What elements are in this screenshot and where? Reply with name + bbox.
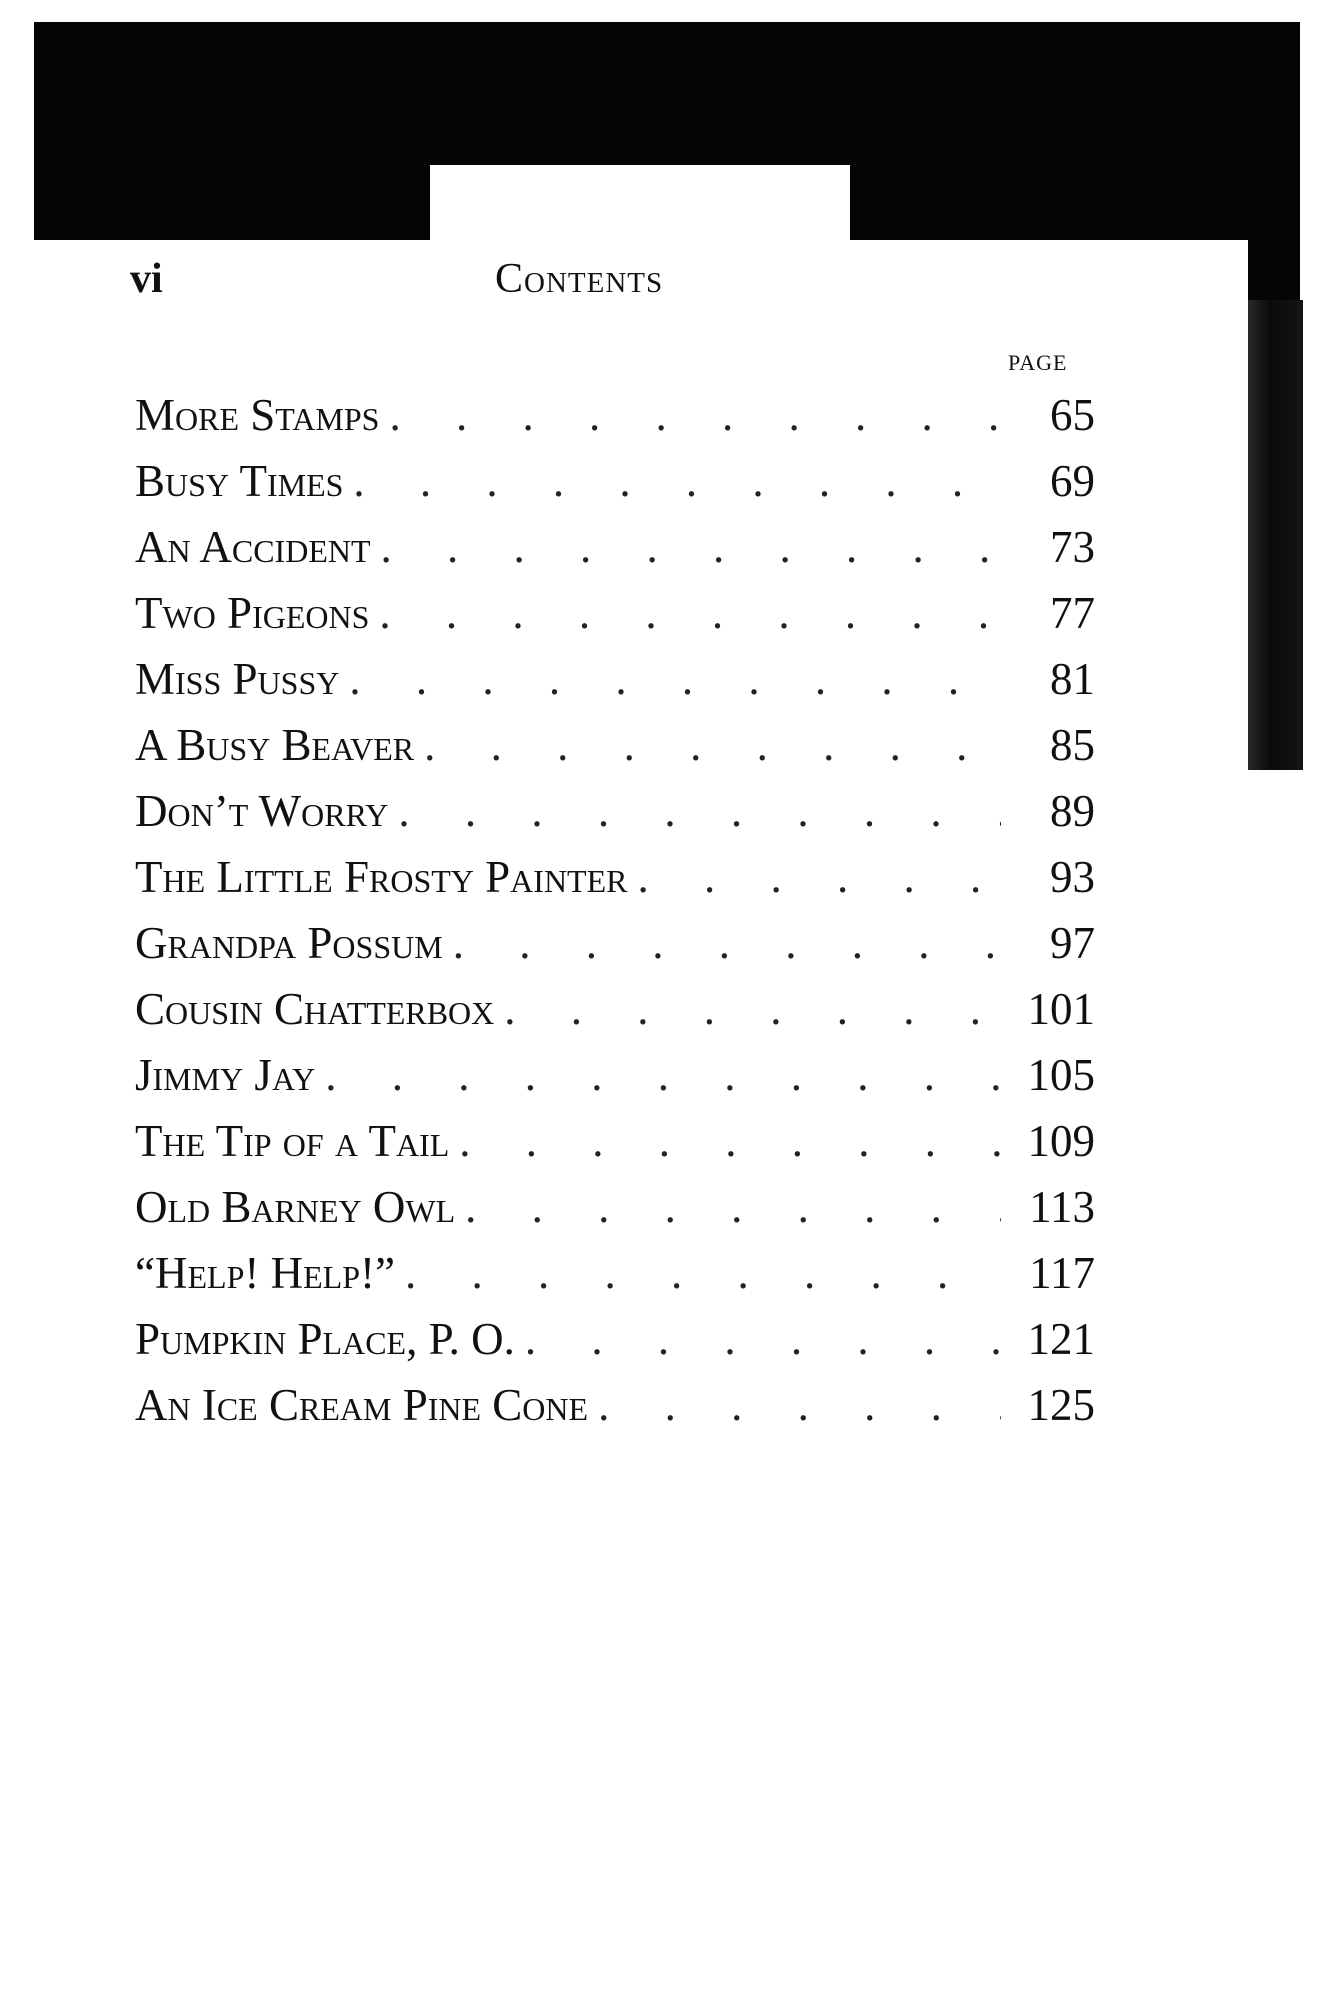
toc-entry-title: Miss Pussy bbox=[135, 654, 340, 704]
page-header bbox=[130, 255, 1110, 315]
dot-leader bbox=[459, 1108, 1001, 1174]
toc-entry-page: 121 bbox=[1027, 1314, 1095, 1364]
toc-entry bbox=[135, 1174, 1095, 1240]
toc-entry bbox=[135, 1372, 1095, 1438]
toc-entry-page: 105 bbox=[1027, 1050, 1095, 1100]
toc-entry-title: Old Barney Owl bbox=[135, 1182, 456, 1232]
toc-entry bbox=[135, 646, 1095, 712]
dot-leader bbox=[525, 1306, 1001, 1372]
toc-entry-page: 65 bbox=[1050, 390, 1095, 440]
toc-entry-page: 117 bbox=[1029, 1248, 1095, 1298]
toc-entry-page: 73 bbox=[1050, 522, 1095, 572]
toc-entry-title: The Tip of a Tail bbox=[135, 1116, 450, 1166]
toc-entry-page: 89 bbox=[1050, 786, 1095, 836]
dot-leader bbox=[638, 844, 1002, 910]
toc-entry-title: An Ice Cream Pine Cone bbox=[135, 1380, 589, 1430]
dot-leader bbox=[424, 712, 1001, 778]
dot-leader bbox=[353, 448, 1001, 514]
toc-entry bbox=[135, 1108, 1095, 1174]
toc-entry bbox=[135, 448, 1095, 514]
toc-entry bbox=[135, 580, 1095, 646]
toc-entry-title: Don’t Worry bbox=[135, 786, 389, 836]
dot-leader bbox=[389, 382, 1001, 448]
dot-leader bbox=[405, 1240, 1001, 1306]
toc-entry-page: 85 bbox=[1050, 720, 1095, 770]
scan-light-notch bbox=[430, 165, 850, 245]
toc-entry bbox=[135, 514, 1095, 580]
toc-entry-page: 109 bbox=[1027, 1116, 1095, 1166]
dot-leader bbox=[465, 1174, 1001, 1240]
page-number: vi bbox=[130, 256, 163, 302]
scan-shadow-right-edge bbox=[1248, 300, 1303, 770]
toc-entry-page: 81 bbox=[1050, 654, 1095, 704]
toc-entry-title: Two Pigeons bbox=[135, 588, 370, 638]
toc-entry bbox=[135, 778, 1095, 844]
dot-leader bbox=[504, 976, 1001, 1042]
toc-entry bbox=[135, 844, 1095, 910]
dot-leader bbox=[398, 778, 1001, 844]
toc-entry-title: Grandpa Possum bbox=[135, 918, 443, 968]
toc-entry-title: “Help! Help!” bbox=[135, 1248, 395, 1298]
dot-leader bbox=[379, 580, 1001, 646]
page-column-label: PAGE bbox=[1008, 350, 1068, 375]
table-of-contents bbox=[135, 382, 1095, 1438]
toc-entry-title: More Stamps bbox=[135, 390, 380, 440]
toc-entry-title: Busy Times bbox=[135, 456, 344, 506]
toc-entry-page: 113 bbox=[1029, 1182, 1095, 1232]
toc-entry-title: Pumpkin Place, P. O. bbox=[135, 1314, 515, 1364]
toc-entry-page: 69 bbox=[1050, 456, 1095, 506]
dot-leader bbox=[349, 646, 1001, 712]
toc-entry-title: A Busy Beaver bbox=[135, 720, 415, 770]
toc-entry-page: 93 bbox=[1050, 852, 1095, 902]
toc-entry-title: The Little Frosty Painter bbox=[135, 852, 628, 902]
toc-entry bbox=[135, 712, 1095, 778]
toc-entry bbox=[135, 976, 1095, 1042]
toc-entry-page: 125 bbox=[1027, 1380, 1095, 1430]
toc-entry bbox=[135, 910, 1095, 976]
toc-entry-page: 97 bbox=[1050, 918, 1095, 968]
toc-entry-page: 77 bbox=[1050, 588, 1095, 638]
toc-entry bbox=[135, 382, 1095, 448]
toc-entry-title: Jimmy Jay bbox=[135, 1050, 316, 1100]
toc-entry bbox=[135, 1306, 1095, 1372]
toc-entry-title: An Accident bbox=[135, 522, 371, 572]
toc-entry bbox=[135, 1042, 1095, 1108]
toc-entry-title: Cousin Chatterbox bbox=[135, 984, 495, 1034]
toc-entry bbox=[135, 1240, 1095, 1306]
toc-entry-page: 101 bbox=[1027, 984, 1095, 1034]
dot-leader bbox=[325, 1042, 1001, 1108]
dot-leader bbox=[453, 910, 1001, 976]
dot-leader bbox=[598, 1372, 1001, 1438]
page-title: Contents bbox=[495, 256, 664, 302]
dot-leader bbox=[381, 514, 1001, 580]
